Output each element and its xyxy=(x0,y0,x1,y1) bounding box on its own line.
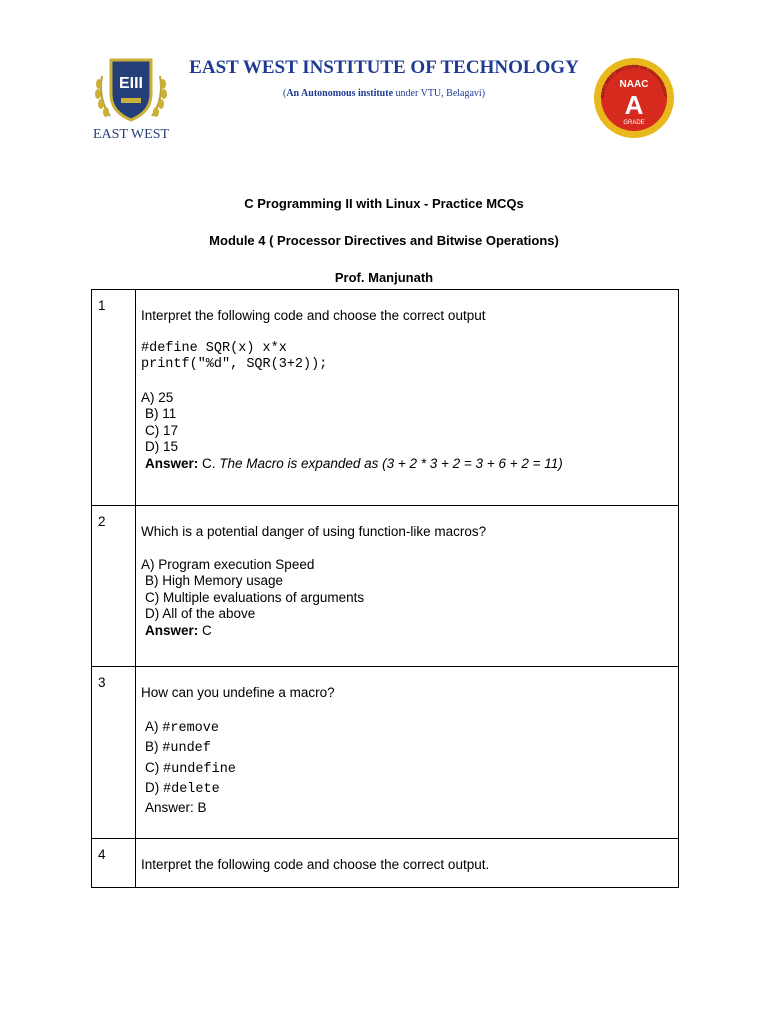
question-body xyxy=(136,290,679,506)
naac-badge xyxy=(593,56,675,140)
document-title: C Programming II with Linux - Practice MCQs xyxy=(244,196,524,211)
svg-text:EAST WEST INSTITUTE OF TECHNOL: EAST WEST INSTITUTE OF TECHNOLOGY xyxy=(599,63,669,99)
option: D) #delete xyxy=(145,780,220,797)
question-text: Which is a potential danger of using function-like macros? xyxy=(141,524,487,539)
option: B) 11 xyxy=(145,406,177,421)
svg-text:NAAC: NAAC xyxy=(619,79,649,90)
option: A) #remove xyxy=(145,718,219,736)
question-number: 4 xyxy=(92,839,136,888)
question-body xyxy=(136,506,679,667)
logo-caption: EAST WEST xyxy=(92,127,170,142)
module-title: Module 4 ( Processor Directives and Bitwise Operations) xyxy=(209,233,559,248)
option: B) High Memory usage xyxy=(145,573,284,588)
option: A) Program execution Speed xyxy=(141,556,315,572)
option: A) 25 xyxy=(141,389,174,405)
question-body xyxy=(136,667,679,839)
institute-name: EAST WEST INSTITUTE OF TECHNOLOGY xyxy=(189,57,579,78)
option: C) #undefine xyxy=(145,759,236,777)
option: C) 17 xyxy=(145,422,179,438)
logo-emblem: EIII xyxy=(118,75,144,92)
institute-subtitle: (An Autonomous institute under VTU, Belagavi) xyxy=(282,88,486,99)
question-number: 3 xyxy=(92,667,136,839)
code-line: #define SQR(x) x*x xyxy=(141,340,287,356)
questions-table xyxy=(91,289,679,888)
answer: Answer: C. The Macro is expanded as (3 + 2 * 3 + 2 = 3 + 6 + 2 = 11) xyxy=(145,455,563,471)
code-line: printf("%d", SQR(3+2)); xyxy=(141,357,328,372)
option: D) 15 xyxy=(145,439,179,454)
question-text: How can you undefine a macro? xyxy=(141,685,335,700)
question-number: 1 xyxy=(92,290,136,506)
author: Prof. Manjunath xyxy=(334,270,434,285)
question-row xyxy=(92,667,679,839)
question-text: Interpret the following code and choose the correct output. xyxy=(141,857,490,872)
option: C) Multiple evaluations of arguments xyxy=(145,589,365,605)
option: B) #undef xyxy=(145,739,211,756)
svg-text:GRADE: GRADE xyxy=(623,120,645,126)
answer: Answer: C xyxy=(145,622,212,638)
question-row xyxy=(92,290,679,506)
svg-text:A: A xyxy=(624,90,644,120)
question-text: Interpret the following code and choose the correct output xyxy=(141,308,486,323)
answer: Answer: B xyxy=(145,799,207,815)
question-body xyxy=(136,839,679,888)
option: D) All of the above xyxy=(145,606,256,621)
question-row xyxy=(92,506,679,667)
question-row xyxy=(92,839,679,888)
question-number: 2 xyxy=(92,506,136,667)
